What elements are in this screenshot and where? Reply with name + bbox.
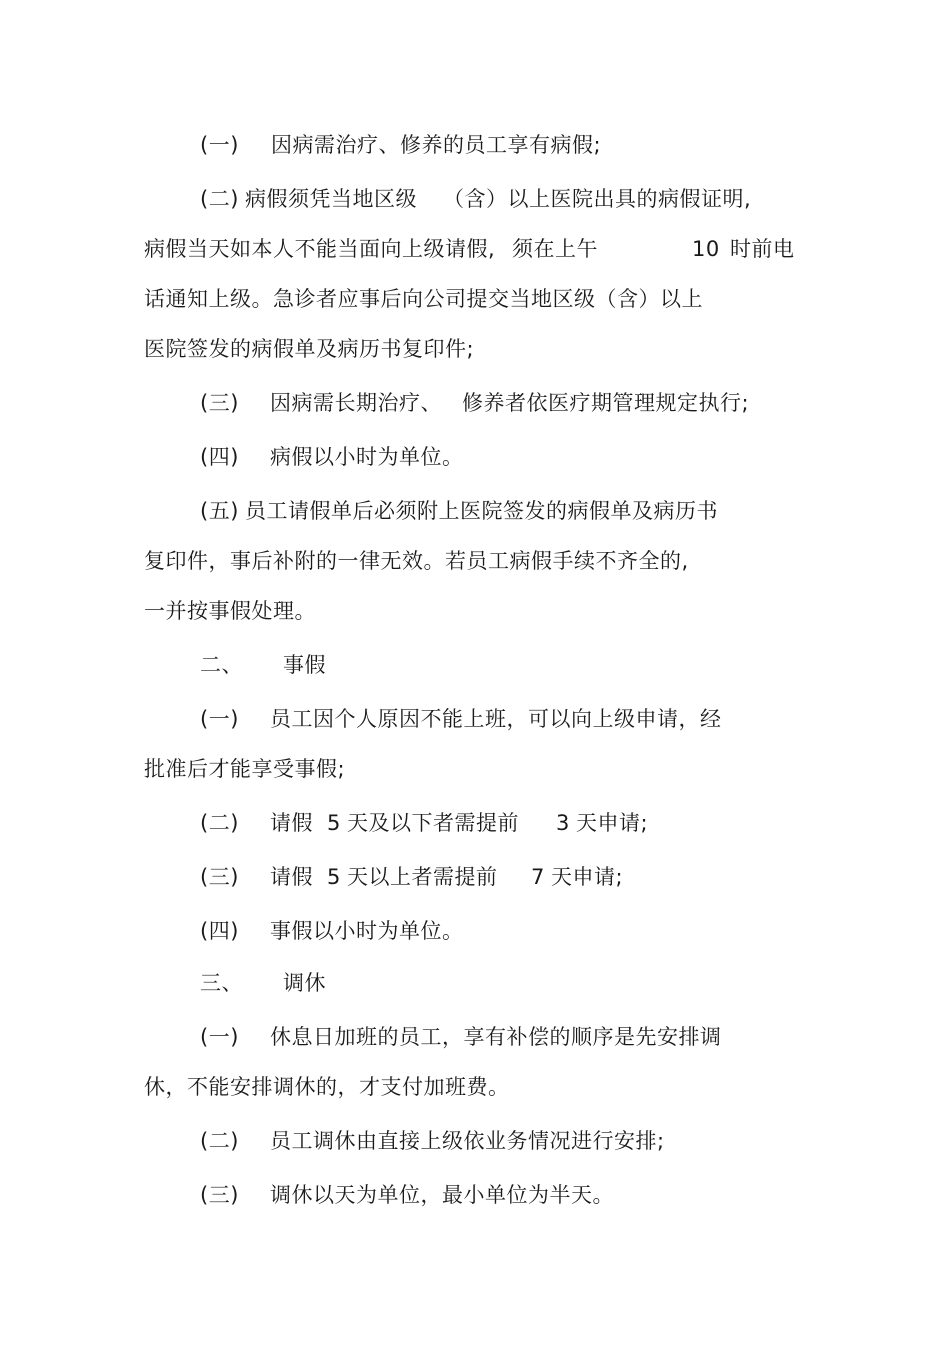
item-text: 休，不能安排调休的，才支付加班费。 bbox=[144, 1075, 510, 1099]
item-text: 复印件，事后补附的一律无效。若员工病假手续不齐全的, bbox=[144, 549, 689, 573]
item-text: 病假以小时为单位。 bbox=[270, 445, 464, 469]
section-title: 调休 bbox=[283, 971, 326, 995]
item-text: 请假 bbox=[270, 865, 313, 889]
item-text: 因病需长期治疗、 bbox=[270, 391, 442, 415]
item-text: 请假 bbox=[270, 811, 313, 835]
item-text: 医院签发的病假单及病历书复印件; bbox=[144, 337, 475, 361]
item-number: 10 bbox=[692, 237, 720, 261]
item-text: 话通知上级。急诊者应事后向公司提交当地区级（含）以上 bbox=[144, 287, 703, 311]
item-text: 须在上午 bbox=[512, 237, 598, 261]
item-marker: (二) bbox=[200, 811, 239, 835]
item-text: 批准后才能享受事假; bbox=[144, 757, 346, 781]
item-text: 员工调休由直接上级依业务情况进行安排; bbox=[270, 1129, 665, 1153]
item-text: 一并按事假处理。 bbox=[144, 599, 316, 623]
item-text: 时前电 bbox=[730, 237, 795, 261]
item-marker: (五) bbox=[200, 499, 239, 523]
item-text: 病假须凭当地区级 bbox=[245, 187, 417, 211]
item-text: 天申请; bbox=[551, 865, 624, 889]
item-text: 因病需治疗、修养的员工享有病假; bbox=[271, 133, 602, 157]
item-marker: (三) bbox=[200, 391, 239, 415]
item-marker: (一) bbox=[200, 707, 239, 731]
item-marker: (一) bbox=[200, 1025, 239, 1049]
section-number: 三、 bbox=[200, 971, 243, 995]
item-marker: (三) bbox=[200, 1183, 239, 1207]
item-text: 休息日加班的员工，享有补偿的顺序是先安排调 bbox=[270, 1025, 722, 1049]
item-number: 5 bbox=[327, 811, 341, 835]
item-text: 天以上者需提前 bbox=[347, 865, 498, 889]
item-marker: (三) bbox=[200, 865, 239, 889]
section-title: 事假 bbox=[283, 653, 326, 677]
item-text: 事假以小时为单位。 bbox=[270, 919, 464, 943]
item-number: 3 bbox=[556, 811, 570, 835]
section-number: 二、 bbox=[200, 653, 243, 677]
item-marker: (二) bbox=[200, 1129, 239, 1153]
item-text: （含）以上医院出具的病假证明, bbox=[443, 187, 752, 211]
item-marker: (一) bbox=[200, 133, 239, 157]
item-marker: (四) bbox=[200, 445, 239, 469]
item-text: 天及以下者需提前 bbox=[347, 811, 519, 835]
item-text: 员工因个人原因不能上班，可以向上级申请，经 bbox=[270, 707, 722, 731]
item-text: 调休以天为单位，最小单位为半天。 bbox=[270, 1183, 614, 1207]
item-text: 天申请; bbox=[576, 811, 649, 835]
item-text: 修养者依医疗期管理规定执行; bbox=[462, 391, 750, 415]
item-text: 员工请假单后必须附上医院签发的病假单及病历书 bbox=[245, 499, 718, 523]
item-number: 5 bbox=[327, 865, 341, 889]
item-number: 7 bbox=[531, 865, 545, 889]
item-text: 病假当天如本人不能当面向上级请假, bbox=[144, 237, 496, 261]
item-marker: (二) bbox=[200, 187, 239, 211]
item-marker: (四) bbox=[200, 919, 239, 943]
